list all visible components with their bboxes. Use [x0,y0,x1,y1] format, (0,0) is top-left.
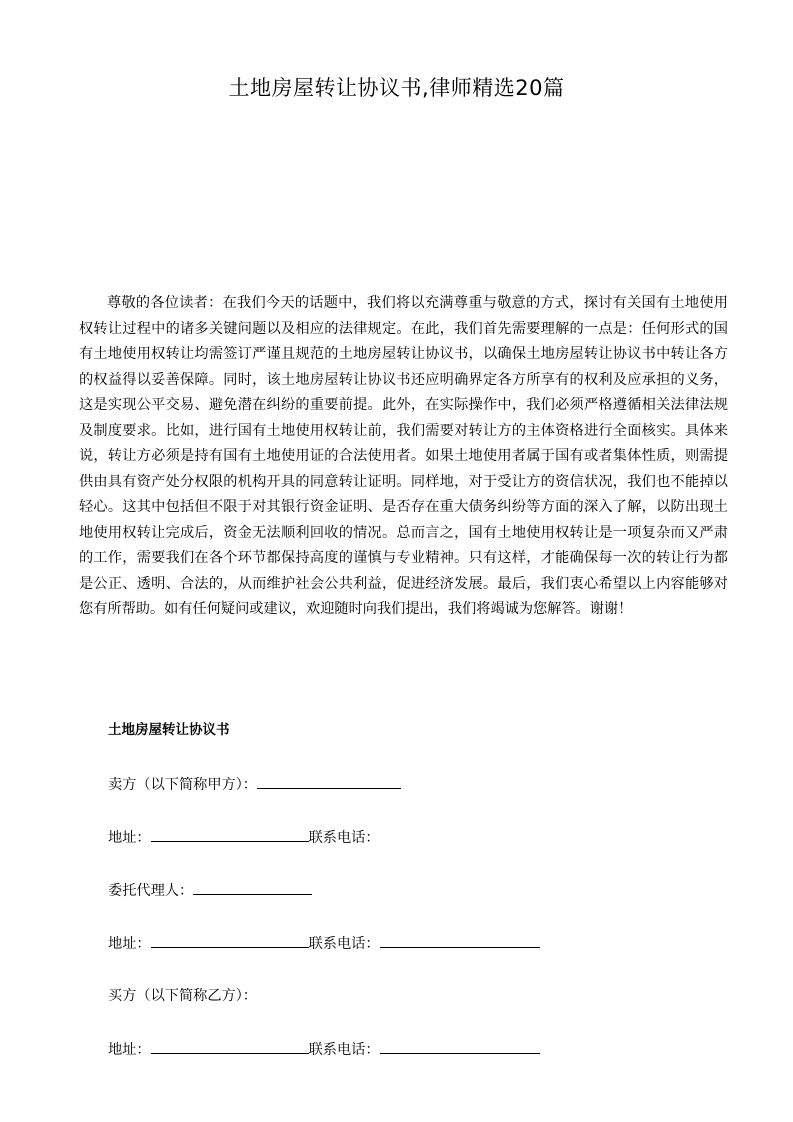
seller-line [108,773,401,796]
phone-label: 联系电话： [308,936,380,952]
buyer-label: 买方（以下简称乙方）： [108,988,257,1004]
address-blank [151,1038,309,1054]
phone-blank [380,932,540,948]
address-blank [151,826,309,842]
address-label: 地址： [108,936,151,952]
address-blank [151,932,309,948]
agent-address-line [108,932,540,955]
page-title: 土地房屋转让协议书,律师精选20篇 [228,76,565,100]
intro-paragraph: 尊敬的各位读者：在我们今天的话题中，我们将以充满尊重与敬意的方式，探讨有关国有土地使用权转让过程中的诸多关键问题以及相应的法律规定。在此，我们首先需要理解的一点是：任何形式的国有土地使用权转让均需签订严谨且规范的土地房屋转让协议书，以确保土地房屋转让协议书中转让各方的权益得以妥善保障。同时，该土地房屋转让协议书还应明确界定各方所享有的权利及应承担的义务，这是实现公平交易、避免潜在纠纷的重要前提。此外，在实际操作中，我们必须严格遵循相关法律法规及制度要求。比如，进行国有土地使用权转让前，我们需要对转让方的主体资格进行全面核实。具体来说，转让方必须是持有国有土地使用证的合法使用者。如果土地使用者属于国有或者集体性质，则需提供由具有资产处分权限的机构开具的同意转让证明。同样地，对于受让方的资信状况，我们也不能掉以轻心。这其中包括但不限于对其银行资金证明、是否存在重大债务纠纷等方面的深入了解，以防出现土地使用权转让完成后，资金无法顺利回收的情况。总而言之，国有土地使用权转让是一项复杂而又严肃的工作，需要我们在各个环节都保持高度的谨慎与专业精神。只有这样，才能确保每一次的转让行为都是公正、透明、合法的，从而维护社会公共利益，促进经济发展。最后，我们衷心希望以上内容能够对您有所帮助。如有任何疑问或建议，欢迎随时向我们提出，我们将竭诚为您解答。谢谢！ [79,295,728,617]
section-heading: 土地房屋转让协议书 [108,722,230,738]
agent-label: 委托代理人： [108,883,194,899]
phone-label: 联系电话： [308,1042,380,1058]
seller-address-line [108,826,380,849]
phone-label: 联系电话： [308,830,380,846]
agent-blank [193,879,312,895]
buyer-address-line [108,1038,540,1061]
buyer-line [108,985,257,1007]
seller-label: 卖方（以下简称甲方）： [108,777,257,793]
phone-blank [380,1038,540,1054]
address-label: 地址： [108,830,151,846]
seller-blank [257,773,401,789]
address-label: 地址： [108,1042,151,1058]
agent-line [108,879,312,902]
